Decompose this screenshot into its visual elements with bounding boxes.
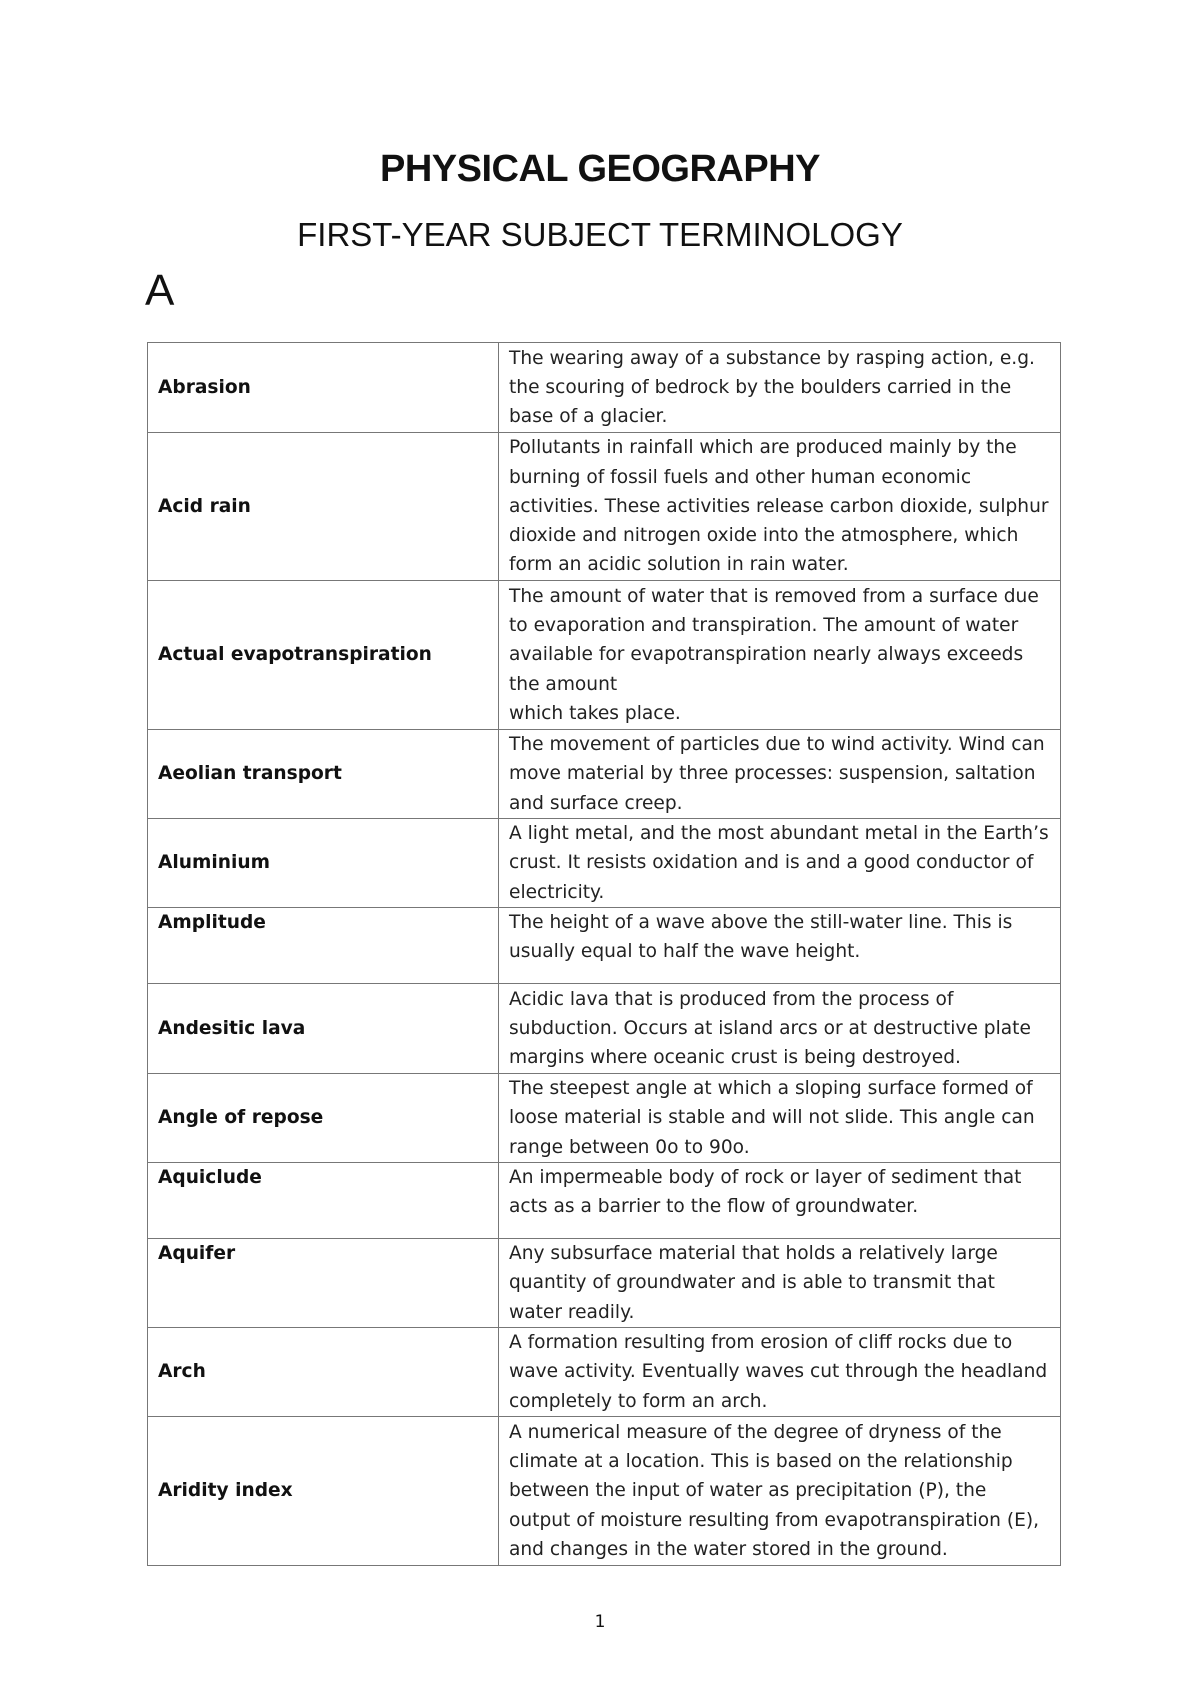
term-cell: Aquiclude bbox=[148, 1163, 499, 1239]
term-cell: Angle of repose bbox=[148, 1074, 499, 1163]
table-row bbox=[148, 984, 1061, 1074]
table-row bbox=[148, 433, 1061, 581]
definition-cell: Any subsurface material that holds a relatively large quantity of groundwater and is able to transmit that water readily. bbox=[499, 1239, 1061, 1328]
section-letter: A bbox=[145, 266, 175, 315]
page-subtitle: FIRST-YEAR SUBJECT TERMINOLOGY bbox=[297, 216, 903, 253]
table-row bbox=[148, 1416, 1061, 1565]
table-row bbox=[148, 1239, 1061, 1328]
term-cell: Abrasion bbox=[148, 343, 499, 433]
table-row bbox=[148, 343, 1061, 433]
table-row bbox=[148, 1163, 1061, 1239]
definition-cell: A numerical measure of the degree of dryness of the climate at a location. This is based on the relationship between the input of water as precipitation (P), the output of moisture resulting from evapotranspiration (E), and changes in the water stored in the ground. bbox=[499, 1416, 1061, 1565]
term-cell: Andesitic lava bbox=[148, 984, 499, 1074]
definition-cell: The movement of particles due to wind activity. Wind can move material by three processes: suspension, saltation and surface creep. bbox=[499, 730, 1061, 819]
term-cell: Amplitude bbox=[148, 908, 499, 984]
table-row bbox=[148, 730, 1061, 819]
definition-cell: A light metal, and the most abundant metal in the Earth’s crust. It resists oxidation and is and a good conductor of electricity. bbox=[499, 819, 1061, 908]
glossary-body bbox=[148, 343, 1061, 1566]
table-row bbox=[148, 908, 1061, 984]
table-row bbox=[148, 1327, 1061, 1416]
table-row bbox=[148, 1074, 1061, 1163]
term-cell: Aquifer bbox=[148, 1239, 499, 1328]
definition-cell: An impermeable body of rock or layer of sediment that acts as a barrier to the flow of groundwater. bbox=[499, 1163, 1061, 1239]
table-row bbox=[148, 819, 1061, 908]
definition-cell: A formation resulting from erosion of cliff rocks due to wave activity. Eventually waves cut through the headland completely to form an arch. bbox=[499, 1327, 1061, 1416]
definition-cell: The amount of water that is removed from a surface due to evaporation and transpiration. The amount of water available for evapotranspiration nearly always exceeds the amount which takes place. bbox=[499, 581, 1061, 730]
term-cell: Aeolian transport bbox=[148, 730, 499, 819]
term-cell: Aluminium bbox=[148, 819, 499, 908]
definition-cell: The wearing away of a substance by rasping action, e.g. the scouring of bedrock by the boulders carried in the base of a glacier. bbox=[499, 343, 1061, 433]
page-title: PHYSICAL GEOGRAPHY bbox=[379, 148, 821, 190]
term-cell: Arch bbox=[148, 1327, 499, 1416]
term-cell: Actual evapotranspiration bbox=[148, 581, 499, 730]
term-cell: Aridity index bbox=[148, 1416, 499, 1565]
definition-cell: Pollutants in rainfall which are produced mainly by the burning of fossil fuels and other human economic activities. These activities release carbon dioxide, sulphur dioxide and nitrogen oxide into the atmosphere, which form an acidic solution in rain water. bbox=[499, 433, 1061, 581]
definition-cell: Acidic lava that is produced from the process of subduction. Occurs at island arcs or at destructive plate margins where oceanic crust is being destroyed. bbox=[499, 984, 1061, 1074]
table-row bbox=[148, 581, 1061, 730]
term-cell: Acid rain bbox=[148, 433, 499, 581]
glossary-table bbox=[147, 342, 1061, 1566]
definition-cell: The steepest angle at which a sloping surface formed of loose material is stable and will not slide. This angle can range between 0o to 90o. bbox=[499, 1074, 1061, 1163]
definition-cell: The height of a wave above the still-water line. This is usually equal to half the wave height. bbox=[499, 908, 1061, 984]
page-number: 1 bbox=[594, 1612, 606, 1632]
